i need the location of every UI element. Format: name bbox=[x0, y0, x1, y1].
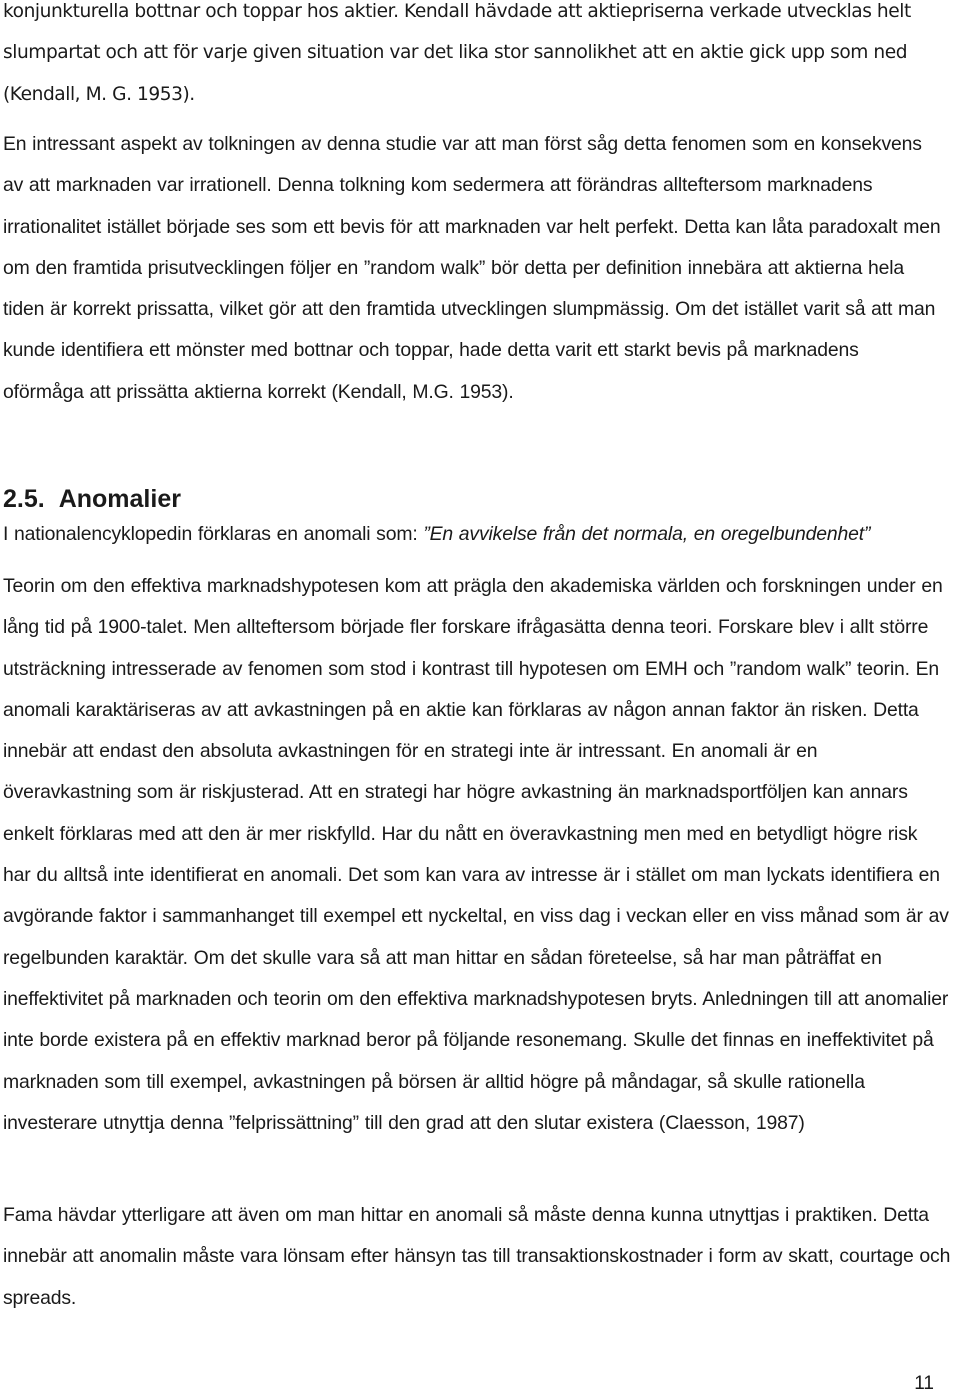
interpretation-paragraph: En intressant aspekt av tolkningen av denna studie var att man först såg detta fenomen som en konsekvens av att marknaden var irrationell. Denna tolkning kom sedermera att förändras allteftersom marknadens irrationalitet istället började ses som ett bevis för att marknaden var helt perfekt. Detta kan låta paradoxalt men om den framtida prisutvecklingen följer en ”random walk” bör detta per definition innebära att aktierna hela tiden är korrekt prissatta, vilket gör att den framtida utvecklingen slumpmässig. Om det istället varit så att man kunde identifiera ett mönster med bottnar och toppar, hade detta varit ett starkt bevis på marknadens oförmåga att prissätta aktierna korrekt (Kendall, M.G. 1953). bbox=[3, 133, 941, 403]
section-heading bbox=[3, 479, 181, 519]
definition-quote: ”En avvikelse från det normala, en oregelbundenhet” bbox=[423, 523, 871, 545]
theory-paragraph: Teorin om den effektiva marknadshypotesen kom att prägla den akademiska världen och forskningen under en lång tid på 1900-talet. Men allteftersom började fler forskare ifrågasätta denna teori. Forskare blev i allt större utsträckning intresserade av fenomen som stod i kontrast till hypotesen om EMH och ”random walk” teorin. En anomali karaktäriseras av att avkastningen på en aktie kan förklaras av någon annan faktor än risken. Detta innebär att endast den absoluta avkastningen för en strategi inte är intressant. En anomali är en överavkastning som är riskjusterad. Att en strategi har högre avkastning än marknadsportföljen kan annars enkelt förklaras med att den är mer riskfylld. Har du nått en överavkastning men med en betydligt högre risk har du alltså inte identifierat en anomali. Det som kan vara av intresse är i stället om man lyckats identifiera en avgörande faktor i sammanhanget till exempel ett nyckeltal, en viss dag i veckan eller en viss månad som är av regelbunden karaktär. Om det skulle vara så att man hittar en sådan företeelse, så har man påträffat en ineffektivitet på marknaden och teorin om den effektiva marknadshypotesen bryts. Anledningen till att anomalier inte borde existera på en effektiv marknad beror på följande resonemang. Skulle det finnas en ineffektivitet på marknaden som till exempel, avkastningen på börsen är alltid högre på måndagar, så skulle rationella investerare utnyttja denna ”felprissättning” till den grad att den slutar existera (Claesson, 1987) bbox=[3, 575, 949, 1134]
intro-paragraph: konjunkturella bottnar och toppar hos aktier. Kendall hävdade att aktiepriserna verkade utvecklas helt slumpartat och att för varje given situation var det lika stor sannolikhet att en aktie gick upp som ned (Kendall, M. G. 1953). bbox=[3, 1, 911, 105]
page-number: 11 bbox=[914, 1373, 934, 1394]
section-title: Anomalier bbox=[58, 485, 181, 513]
definition-paragraph bbox=[3, 514, 955, 555]
fama-paragraph: Fama hävdar ytterligare att även om man hittar en anomali så måste denna kunna utnyttjas i praktiken. Detta innebär att anomalin måste vara lönsam efter hänsyn tas till transaktionskostnader i form av skatt, courtage och spreads. bbox=[3, 1204, 951, 1309]
section-number: 2.5. bbox=[3, 485, 45, 513]
definition-lead: I nationalencyklopedin förklaras en anomali som: bbox=[3, 523, 424, 545]
